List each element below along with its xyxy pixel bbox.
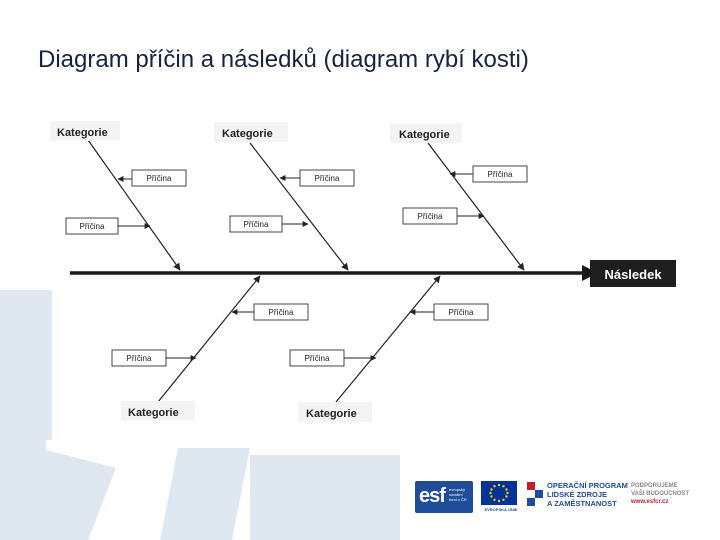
esf-sub-line: sociální	[449, 492, 463, 497]
category-box	[50, 121, 120, 141]
support-line: PODPORUJEME	[631, 483, 678, 489]
bone-upper-3	[428, 143, 524, 270]
eu-logo	[477, 481, 525, 513]
support-line: VAŠI BUDOUCNOST	[631, 491, 690, 497]
page-title: Diagram příčin a následků (diagram rybí kosti)	[38, 46, 529, 73]
cause-box	[132, 170, 186, 186]
cause-label: Příčina	[126, 354, 152, 363]
category-label: Kategorie	[222, 128, 273, 140]
cause-box	[66, 218, 118, 234]
op-text	[547, 481, 628, 508]
op-logo	[527, 480, 627, 514]
category-label: Kategorie	[399, 129, 450, 141]
cause-label: Příčina	[487, 170, 513, 179]
effect-box	[590, 260, 676, 287]
bone-upper-1	[88, 140, 180, 270]
effect-label: Následek	[604, 267, 662, 282]
cause-box	[403, 208, 457, 224]
eu-flag-icon	[481, 481, 517, 505]
cause-box	[112, 350, 166, 366]
cause-label: Příčina	[448, 308, 474, 317]
category-box	[298, 402, 372, 422]
category-label: Kategorie	[306, 408, 357, 420]
cause-box	[254, 304, 308, 320]
cause-box	[290, 350, 344, 366]
category-label: Kategorie	[128, 407, 179, 419]
esf-sub-line: fond v ČR	[449, 497, 467, 502]
cause-box	[434, 304, 488, 320]
op-mark-icon	[527, 482, 543, 510]
cause-label: Příčina	[268, 308, 294, 317]
esf-url: www.esfcr.cz	[631, 499, 669, 505]
category-box	[214, 122, 288, 142]
bone-lower-2	[336, 276, 440, 402]
cause-label: Příčina	[304, 354, 330, 363]
cause-label: Příčina	[243, 220, 269, 229]
esf-logo	[415, 481, 473, 513]
esf-logo-subtext	[449, 487, 473, 502]
bone-lower-1	[158, 276, 260, 402]
bone-upper-2	[250, 143, 348, 270]
op-line: A ZAMĚSTNANOST	[547, 499, 617, 508]
cause-label: Příčina	[314, 174, 340, 183]
category-box	[121, 401, 195, 421]
category-label: Kategorie	[57, 127, 108, 139]
cause-label: Příčina	[79, 222, 105, 231]
cause-box	[300, 170, 354, 186]
cause-label: Příčina	[417, 212, 443, 221]
support-text	[631, 482, 689, 506]
category-box	[390, 123, 462, 143]
cause-box	[230, 216, 282, 232]
eu-caption: EVROPSKÁ UNIE	[484, 507, 518, 512]
op-line: OPERAČNÍ PROGRAM	[547, 481, 628, 490]
esf-sub-line: evropský	[449, 487, 466, 492]
cause-box	[473, 166, 527, 182]
op-line: LIDSKÉ ZDROJE	[547, 490, 608, 499]
esf-logo-text: esf	[419, 485, 445, 507]
cause-label: Příčina	[146, 174, 172, 183]
footer-logos	[415, 478, 690, 518]
